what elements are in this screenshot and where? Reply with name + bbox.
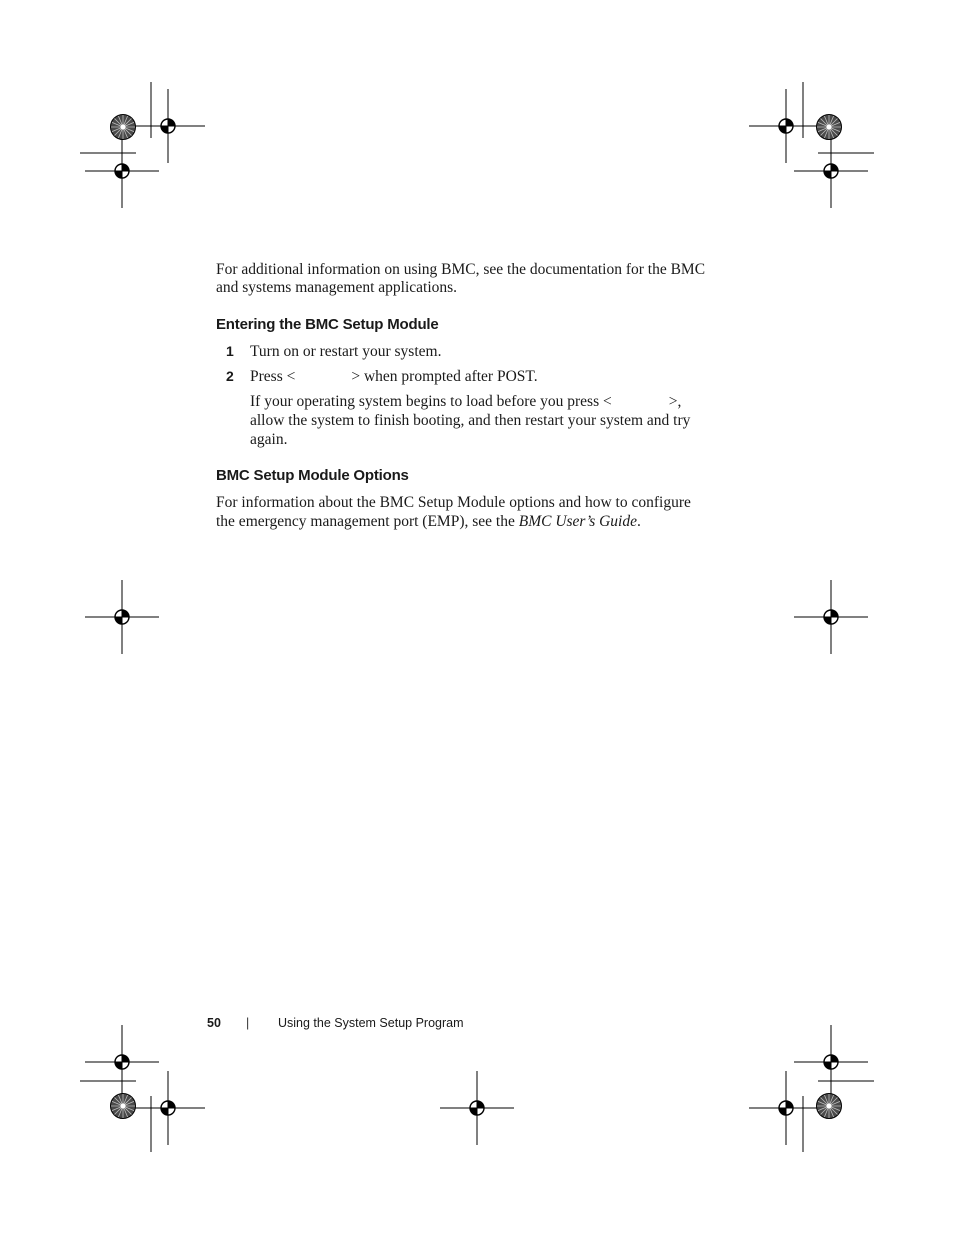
footer-separator: | [246,1016,250,1030]
intro-line-1: For additional information on using BMC, see the documentation for the BMC [216,261,706,278]
step-2-note-line-1 [250,392,681,411]
step-2-note-line-3: again. [250,431,288,448]
step-2-note-line-2: allow the system to finish booting, and then restart your system and try [250,412,691,429]
step-1-text: Turn on or restart your system. [250,343,442,360]
section-heading-entering: Entering the BMC Setup Module [216,316,439,333]
section-heading-options: BMC Setup Module Options [216,467,409,484]
options-line-2-suffix: . [637,513,641,530]
options-line-1: For information about the BMC Setup Module options and how to configure [216,494,691,511]
chapter-title: Using the System Setup Program [278,1016,464,1030]
step-2-prefix: Press < [250,368,296,385]
intro-line-2: and systems management applications. [216,279,458,296]
step-number-1: 1 [226,343,234,359]
step-2-text [250,367,538,386]
guide-title: BMC User’s Guide [518,513,637,530]
note-prefix: If your operating system begins to load before you press < [250,393,612,410]
note-suffix: >, [668,393,682,410]
step-2-suffix: > when prompted after POST. [351,368,538,385]
options-line-2-prefix: the emergency management port (EMP), see the [216,513,519,530]
step-number-2: 2 [226,368,234,384]
page-number: 50 [207,1016,221,1030]
options-line-2 [216,512,641,531]
